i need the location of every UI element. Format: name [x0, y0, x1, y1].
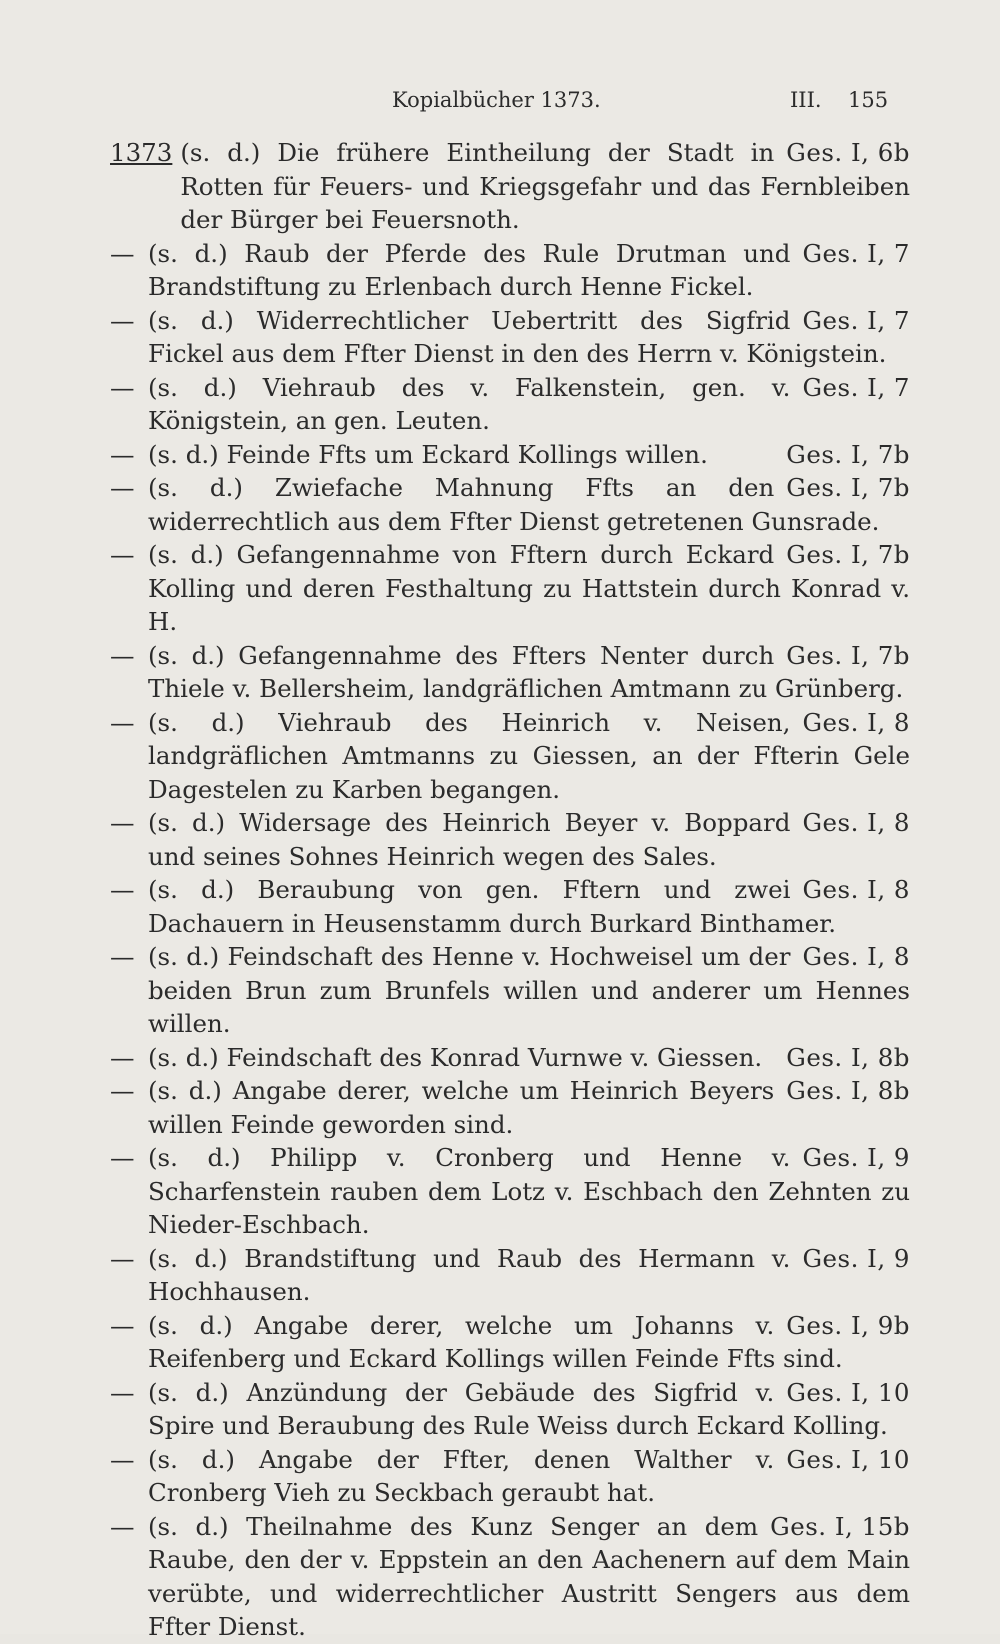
entry-dash: —	[110, 1243, 135, 1273]
entry-text: (s. d.) Feindschaft des Konrad Vurnwe v. Giessen.	[148, 1042, 763, 1072]
entry-dash: —	[110, 1076, 135, 1105]
entry-text: (s. d.) Gefangennahme des Ffters Nenter durch Thiele v. Bellersheim, landgräflichen Amtmann zu Grünberg.	[148, 640, 904, 703]
entry-dash: —	[110, 942, 135, 971]
entry-reference: Ges. I, 7b	[786, 540, 910, 569]
entry	[110, 1510, 910, 1644]
entry	[110, 940, 910, 1041]
entry	[110, 806, 910, 873]
entry-reference: Ges. I, 8b	[786, 1076, 910, 1105]
entry-text: (s. d.) Zwiefache Mahnung Ffts an den widerrechtlich aus dem Ffter Dienst getretenen Gunsrade.	[148, 473, 880, 536]
entry-dash: —	[110, 305, 135, 335]
entry	[110, 538, 910, 639]
entry-text: (s. d.) Widersage des Heinrich Beyer v. Boppard und seines Sohnes Heinrich wegen des Sales.	[148, 808, 791, 871]
entry-year: 1373	[110, 138, 173, 167]
entry-reference: Ges. I, 8b	[786, 1042, 910, 1072]
entry-list	[110, 136, 910, 1644]
entry	[110, 438, 910, 472]
entry-dash: —	[110, 1444, 135, 1474]
entry-reference: Ges. I, 7b	[786, 640, 910, 670]
entry-text: (s. d.) Anzündung der Gebäude des Sigfrid v. Spire und Beraubung des Rule Weiss durch Eckard Kolling.	[148, 1377, 888, 1440]
entry-reference: Ges. I, 7b	[786, 439, 910, 469]
entry-text: (s. d.) Feindschaft des Henne v. Hochweisel um der beiden Brun zum Brunfels willen und anderer um Hennes willen.	[148, 942, 910, 1038]
entry-dash: —	[110, 808, 135, 837]
entry-text: (s. d.) Brandstiftung und Raub des Hermann v. Hochhausen.	[148, 1243, 791, 1306]
entry	[110, 639, 910, 706]
entry-dash: —	[110, 707, 135, 737]
entry-reference: Ges. I, 8	[802, 942, 910, 971]
entry	[110, 1041, 910, 1075]
entry	[110, 237, 910, 304]
entry-dash: —	[110, 238, 135, 268]
entry	[110, 136, 910, 237]
entry	[110, 1242, 910, 1309]
entry-dash: —	[110, 439, 135, 469]
entry-dash: —	[110, 1511, 135, 1541]
entry	[110, 371, 910, 438]
entry-reference: Ges. I, 8	[802, 875, 910, 904]
header-volume: III.	[790, 88, 822, 112]
entry-dash: —	[110, 540, 135, 569]
entry-text: (s. d.) Angabe derer, welche um Johanns v. Reifenberg und Eckard Kollings willen Feinde Ffts sind.	[148, 1310, 843, 1373]
entry-reference: Ges. I, 9	[802, 1243, 910, 1273]
entry-reference: Ges. I, 15b	[770, 1511, 910, 1541]
entry-dash: —	[110, 1310, 135, 1340]
entry-dash: —	[110, 640, 135, 670]
entry-dash: —	[110, 372, 135, 402]
entry-dash: —	[110, 1143, 135, 1172]
entry	[110, 1074, 910, 1141]
entry-text: (s. d.) Beraubung von gen. Fftern und zwei Dachauern in Heusenstamm durch Burkard Binthamer.	[148, 875, 837, 938]
entry	[110, 304, 910, 371]
entry-reference: Ges. I, 7b	[786, 473, 910, 502]
entry-reference: Ges. I, 7	[802, 238, 910, 268]
entry-dash: —	[110, 1377, 135, 1407]
entry-dash: —	[110, 875, 135, 904]
entry-text: (s. d.) Viehraub des Heinrich v. Neisen, landgräflichen Amtmanns zu Giessen, an der Ffterin Gele Dagestelen zu Karben begangen.	[148, 707, 910, 804]
entry	[110, 1443, 910, 1510]
page-number: 155	[848, 88, 889, 112]
entry-text: (s. d.) Raub der Pferde des Rule Drutman und Brandstiftung zu Erlenbach durch Henne Fickel.	[148, 238, 791, 301]
entry-dash: —	[110, 1042, 135, 1072]
entry-reference: Ges. I, 10	[786, 1377, 910, 1407]
entry-reference: Ges. I, 9b	[786, 1310, 910, 1340]
entry-reference: Ges. I, 10	[786, 1444, 910, 1474]
entry-reference: Ges. I, 7	[802, 305, 910, 335]
entry	[110, 471, 910, 538]
entry	[110, 1141, 910, 1242]
entry-text: (s. d.) Feinde Ffts um Eckard Kollings willen.	[148, 439, 708, 469]
entry	[110, 1376, 910, 1443]
entry-text: (s. d.) Viehraub des v. Falkenstein, gen. v. Königstein, an gen. Leuten.	[148, 372, 791, 435]
entry-text: (s. d.) Angabe derer, welche um Heinrich Beyers willen Feinde geworden sind.	[148, 1076, 775, 1139]
entry-reference: Ges. I, 6b	[786, 138, 910, 167]
entry	[110, 873, 910, 940]
entry-text: (s. d.) Gefangennahme von Fftern durch Eckard Kolling und deren Festhaltung zu Hattstein durch Konrad v. H.	[148, 540, 910, 636]
entry-reference: Ges. I, 8	[802, 808, 910, 837]
entry-text: (s. d.) Philipp v. Cronberg und Henne v. Scharfenstein rauben dem Lotz v. Eschbach den Zehnten zu Nieder-Eschbach.	[148, 1143, 910, 1239]
entry-reference: Ges. I, 8	[802, 707, 910, 737]
entry-text: (s. d.) Widerrechtlicher Uebertritt des Sigfrid Fickel aus dem Ffter Dienst in den des Herrn v. Königstein.	[148, 305, 887, 368]
header-title: Kopialbücher 1373.	[392, 88, 601, 112]
entry-text: (s. d.) Angabe der Ffter, denen Walther v. Cronberg Vieh zu Seckbach geraubt hat.	[148, 1444, 775, 1507]
entry	[110, 1309, 910, 1376]
entry-reference: Ges. I, 7	[802, 372, 910, 402]
entry-dash: —	[110, 473, 135, 502]
entry-text: (s. d.) Theilnahme des Kunz Senger an dem Raube, den der v. Eppstein an den Aachenern auf dem Main verübte, und widerrechtlicher Austritt Sengers aus dem Ffter Dienst.	[148, 1511, 910, 1641]
entry-text: (s. d.) Die frühere Eintheilung der Stadt in Rotten für Feuers- und Kriegsgefahr und das Fernbleiben der Bürger bei Feuersnoth.	[180, 138, 910, 234]
running-header	[0, 88, 1000, 124]
entry	[110, 706, 910, 807]
entry-reference: Ges. I, 9	[802, 1143, 910, 1172]
